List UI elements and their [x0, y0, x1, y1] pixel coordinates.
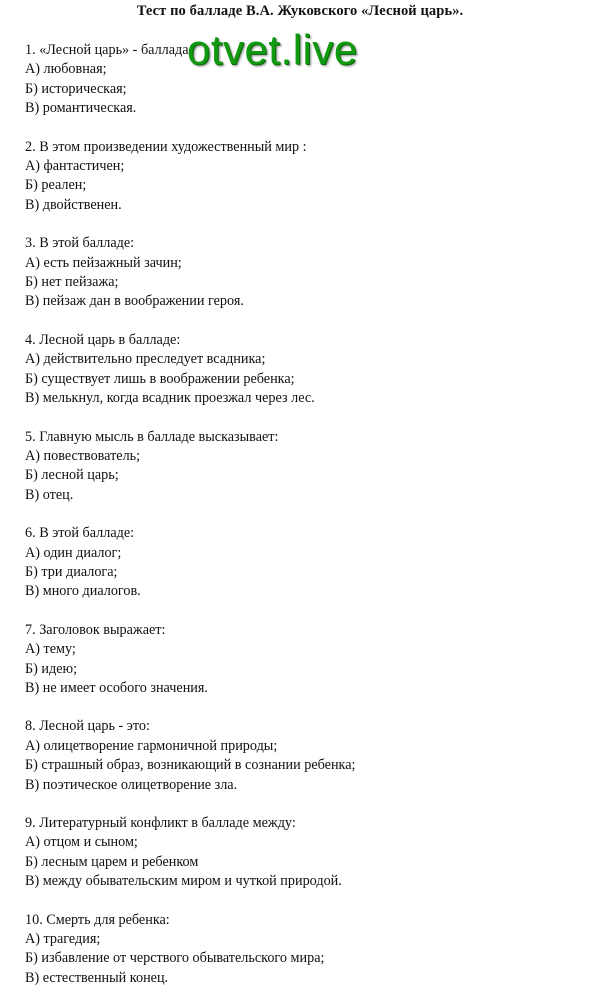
answer-option: В) много диалогов. — [25, 583, 141, 600]
question-block — [25, 524, 585, 602]
question-text: 9. Литературный конфликт в балладе между: — [25, 815, 296, 831]
answer-option: В) поэтическое олицетворение зла. — [25, 776, 238, 793]
answer-option: Б) идею; — [25, 660, 78, 677]
question-block — [25, 717, 585, 795]
answer-option: Б) реален; — [25, 177, 87, 194]
answer-option: В) отец. — [25, 486, 74, 503]
answer-option: А) есть пейзажный зачин; — [25, 254, 182, 271]
question-block — [25, 138, 585, 216]
question-block — [25, 621, 585, 699]
answer-option: А) отцом и сыном; — [25, 834, 138, 851]
question-text: 2. В этом произведении художественный мир : — [25, 138, 307, 155]
question-text: 5. Главную мысль в балладе высказывает: — [25, 428, 279, 445]
watermark-logo: otvet.live — [187, 26, 358, 73]
answer-option: В) естественный конец. — [25, 969, 169, 986]
question-block — [25, 911, 585, 989]
answer-option: Б) лесным царем и ребенком — [25, 853, 199, 870]
answer-option: В) не имеет особого значения. — [25, 679, 208, 696]
question-text: 10. Смерть для ребенка: — [25, 911, 170, 928]
answer-option: Б) нет пейзажа; — [25, 274, 119, 291]
document-title: Тест по балладе В.А. Жуковского «Лесной царь». — [136, 3, 464, 19]
answer-option: А) фантастичен; — [25, 158, 125, 175]
answer-option: А) трагедия; — [25, 931, 101, 948]
question-block — [25, 428, 585, 506]
question-text: 7. Заголовок выражает: — [25, 621, 166, 638]
answer-option: Б) лесной царь; — [25, 467, 119, 484]
answer-option: В) двойственен. — [25, 196, 122, 213]
question-text: 1. «Лесной царь» - баллада — [25, 42, 189, 58]
answer-option: А) олицетворение гармоничной природы; — [25, 737, 278, 754]
answer-option: В) романтическая. — [25, 100, 137, 117]
answer-option: В) между обывательским миром и чуткой природой. — [25, 873, 342, 890]
question-block — [25, 234, 585, 312]
answer-option: Б) три диалога; — [25, 563, 118, 580]
question-text: 6. В этой балладе: — [25, 525, 135, 542]
answer-option: Б) существует лишь в воображении ребенка; — [25, 370, 295, 387]
question-block — [25, 331, 585, 409]
answer-option: Б) избавление от черствого обывательского мира; — [25, 950, 325, 967]
answer-option: А) повествователь; — [25, 447, 141, 464]
answer-option: А) один диалог; — [25, 544, 122, 561]
answer-option: А) действительно преследует всадника; — [25, 351, 266, 368]
question-list — [25, 41, 585, 1007]
answer-option: А) тему; — [25, 641, 76, 658]
question-block — [25, 814, 585, 892]
question-text: 4. Лесной царь в балладе: — [25, 331, 181, 348]
answer-option: Б) историческая; — [25, 80, 127, 97]
answer-option: Б) страшный образ, возникающий в сознании ребенка; — [25, 757, 356, 774]
question-text: 3. В этой балладе: — [25, 235, 135, 252]
answer-option: В) мелькнул, когда всадник проезжал через лес. — [25, 390, 315, 407]
answer-option: А) любовная; — [25, 61, 107, 78]
answer-option: В) пейзаж дан в воображении героя. — [25, 293, 244, 310]
question-text: 8. Лесной царь - это: — [25, 718, 150, 735]
